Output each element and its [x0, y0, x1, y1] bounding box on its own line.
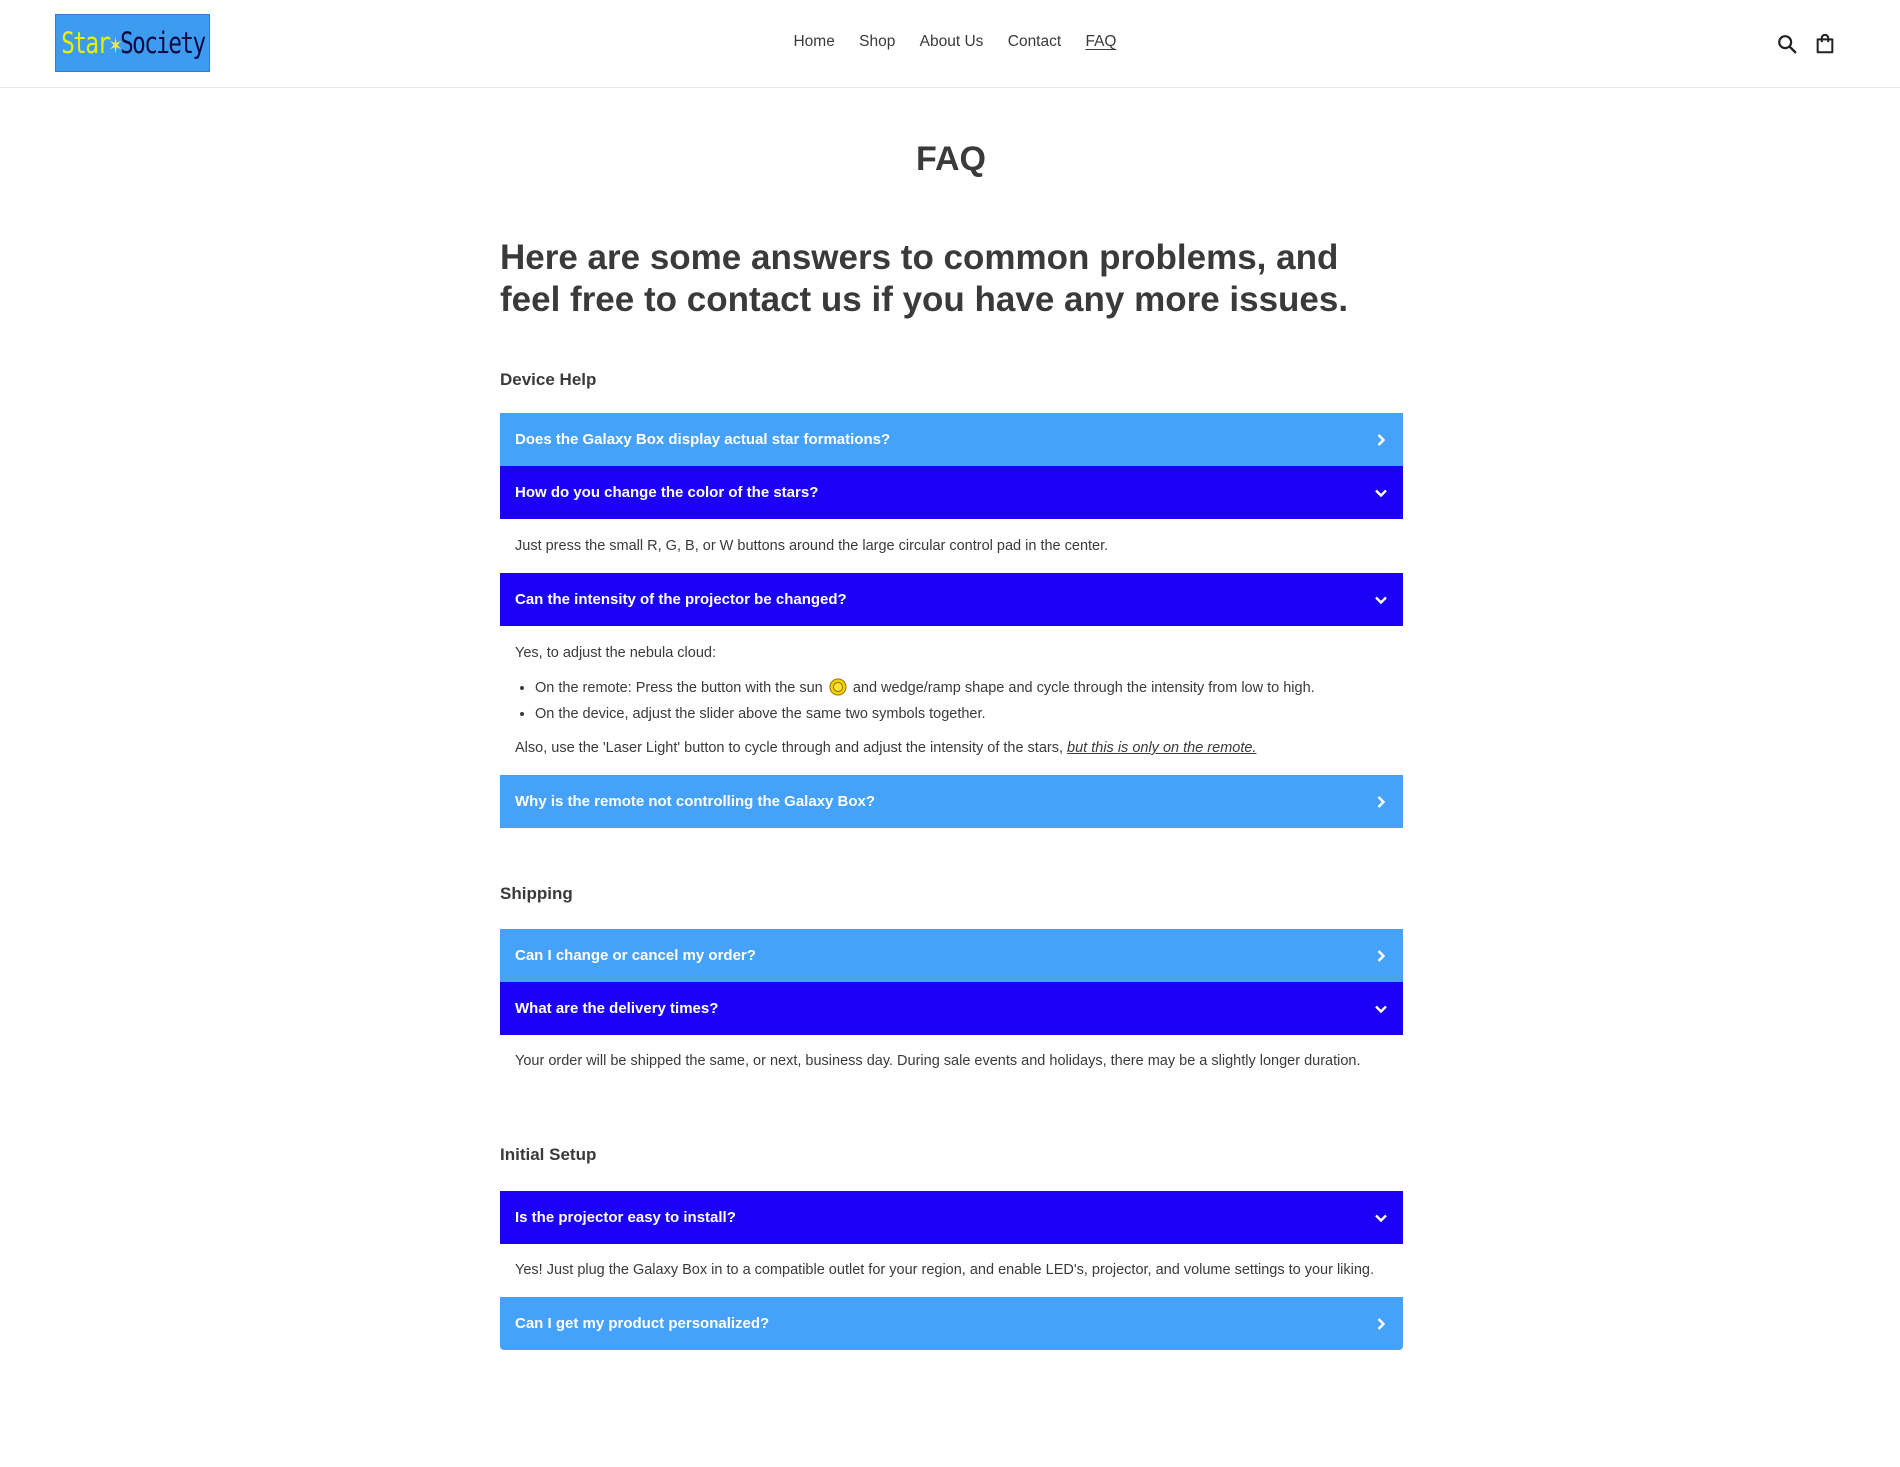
- faq-item: [500, 775, 1403, 828]
- nav-contact[interactable]: Contact: [1007, 33, 1062, 50]
- faq-question[interactable]: [500, 982, 1403, 1035]
- faq-item: [500, 1191, 1403, 1297]
- faq-question-text: Can I get my product personalized?: [515, 1315, 770, 1332]
- chevron-right-icon: [1374, 433, 1388, 447]
- section-title-initial-setup: Initial Setup: [500, 1145, 597, 1164]
- faq-answer-text: Just press the small R, G, B, or W buttons around the large circular control pad in the center.: [515, 538, 1109, 554]
- faq-question[interactable]: [500, 413, 1403, 466]
- chevron-right-icon: [1374, 949, 1388, 963]
- faq-question[interactable]: [500, 573, 1403, 626]
- faq-answer: [500, 1244, 1403, 1297]
- answer-list: [515, 675, 1388, 727]
- faq-item: [500, 466, 1403, 573]
- nav-faq[interactable]: FAQ: [1085, 33, 1117, 50]
- chevron-down-icon: [1374, 593, 1388, 607]
- list-item: • On the device, adjust the slider above the same two symbols together.: [535, 701, 1388, 727]
- search-icon[interactable]: [1776, 33, 1798, 55]
- faq-answer: [500, 519, 1403, 573]
- faq-answer: [500, 626, 1403, 775]
- list-item-text: On the remote: Press the button with the sun: [535, 680, 823, 696]
- faq-answer: [500, 1035, 1403, 1088]
- main-nav: [0, 33, 1900, 51]
- faq-question-text: Why is the remote not controlling the Galaxy Box?: [515, 793, 876, 810]
- faq-item: [500, 573, 1403, 775]
- faq-question[interactable]: [500, 466, 1403, 519]
- faq-item: [500, 982, 1403, 1088]
- faq-answer-text: [515, 737, 1388, 760]
- faq-question-text: What are the delivery times?: [515, 1000, 719, 1017]
- answer-text-span: Also, use the 'Laser Light' button to cycle through and adjust the intensity of the stars,: [515, 740, 1064, 756]
- section-title-shipping: Shipping: [500, 884, 573, 903]
- nav-home[interactable]: Home: [793, 33, 835, 50]
- chevron-down-icon: [1374, 1002, 1388, 1016]
- faq-item: [500, 1297, 1403, 1350]
- faq-answer-text: Your order will be shipped the same, or next, business day. During sale events and holidays, there may be a slightly longer duration.: [515, 1053, 1361, 1069]
- chevron-right-icon: [1374, 1317, 1388, 1331]
- chevron-right-icon: [1374, 795, 1388, 809]
- accordion-initial-setup: [500, 1191, 1403, 1350]
- faq-question-text: Can the intensity of the projector be changed?: [515, 591, 847, 608]
- page-title: FAQ: [916, 140, 986, 178]
- list-item: [535, 675, 1388, 701]
- list-item-text: and wedge/ramp shape and cycle through the intensity from low to high.: [852, 680, 1315, 696]
- faq-question[interactable]: [500, 929, 1403, 982]
- faq-answer-text: Yes, to adjust the nebula cloud:: [515, 645, 717, 661]
- faq-question[interactable]: [500, 1191, 1403, 1244]
- faq-item: [500, 929, 1403, 982]
- faq-answer-text: Yes! Just plug the Galaxy Box in to a compatible outlet for your region, and enable LED's, projector, and volume settings to your liking.: [515, 1262, 1375, 1278]
- sun-icon: [829, 678, 847, 696]
- faq-question-text: Is the projector easy to install?: [515, 1209, 736, 1226]
- faq-question[interactable]: [500, 775, 1403, 828]
- section-title-device-help: Device Help: [500, 370, 597, 389]
- header-icons: [1776, 33, 1836, 55]
- site-header: [0, 0, 1900, 88]
- accordion-shipping: [500, 929, 1403, 1088]
- faq-item: [500, 413, 1403, 466]
- nav-shop[interactable]: Shop: [859, 33, 896, 50]
- chevron-down-icon: [1374, 1211, 1388, 1225]
- cart-icon[interactable]: [1814, 33, 1836, 55]
- intro-heading: Here are some answers to common problems, and feel free to contact us if you have any more issues.: [500, 238, 1349, 319]
- chevron-down-icon: [1374, 486, 1388, 500]
- emphasis-text: but this is only on the remote.: [1067, 740, 1257, 756]
- faq-content: [500, 237, 1403, 1350]
- faq-question[interactable]: [500, 1297, 1403, 1350]
- faq-question-text: Can I change or cancel my order?: [515, 947, 756, 964]
- logo-text: Star✶Society: [60, 26, 205, 60]
- faq-question-text: Does the Galaxy Box display actual star formations?: [515, 431, 891, 448]
- nav-about-us[interactable]: About Us: [919, 33, 984, 50]
- accordion-device-help: [500, 413, 1403, 828]
- faq-question-text: How do you change the color of the stars?: [515, 484, 819, 501]
